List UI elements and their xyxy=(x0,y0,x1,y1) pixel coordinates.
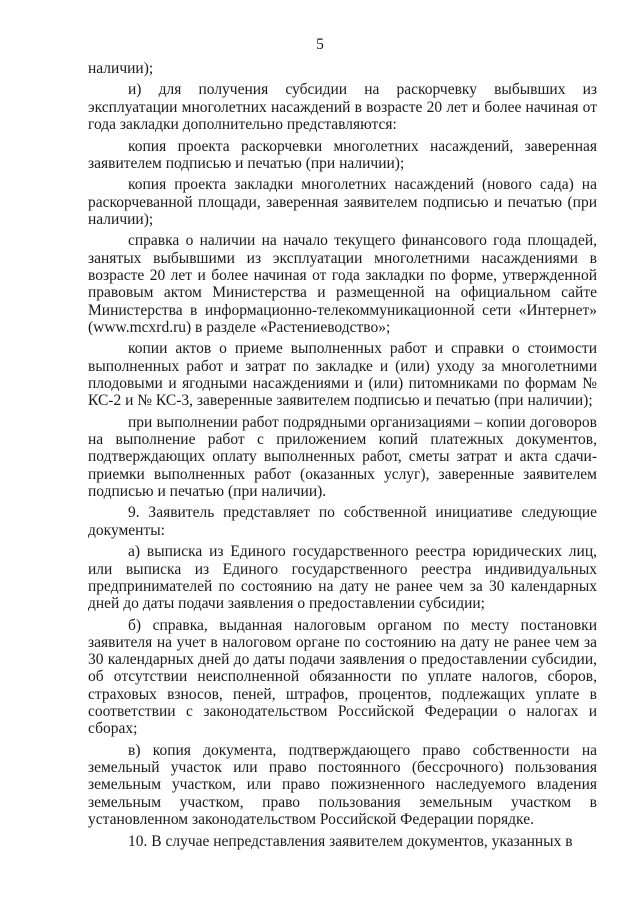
paragraph: копия проекта закладки многолетних насаждений (нового сада) на раскорчеванной площади, заверенная заявителем подписью и печатью (при наличии); xyxy=(88,176,597,228)
paragraph: 9. Заявитель представляет по собственной инициативе следующие документы: xyxy=(88,504,597,539)
paragraph: а) выписка из Единого государственного реестра юридических лиц, или выписка из Единого государственного реестра индивидуальных предпринимателей по состоянию на дату не ранее чем за 30 календарных дней до даты подачи заявления о предоставлении субсидии; xyxy=(88,543,597,613)
paragraph: при выполнении работ подрядными организациями – копии договоров на выполнение работ с приложением копий платежных документов, подтверждающих оплату выполненных работ, сметы затрат и акта сдачи-приемки выполненных работ (оказанных услуг), заверенные заявителем подписью и печатью (при наличии). xyxy=(88,413,597,500)
paragraph: копии актов о приеме выполненных работ и справки о стоимости выполненных работ и затрат по закладке и (или) уходу за многолетними плодовыми и ягодными насаждениями и (или) питомниками по формам № КС-2 и № КС-3, заверенные заявителем подписью и печатью (при наличии); xyxy=(88,340,597,410)
paragraph: справка о наличии на начало текущего финансового года площадей, занятых выбывшими из эксплуатации многолетними насаждениями в возрасте 20 лет и более начиная от года закладки по форме, утвержденной правовым актом Министерства и размещенной на официальном сайте Министерства в информационно-телекоммуникационной сети «Интернет» (www.mcxrd.ru) в разделе «Растениеводство»; xyxy=(88,232,597,336)
paragraph: 10. В случае непредставления заявителем документов, указанных в xyxy=(128,832,573,850)
paragraph: в) копия документа, подтверждающего право собственности на земельный участок или право постоянного (бессрочного) пользования земельным участком, или право пожизненного наследуемого владения земельным участком, право пользования земельным участком в установленном законодательством Российской Федерации порядке. xyxy=(88,741,597,829)
paragraph: копия проекта раскорчевки многолетних насаждений, заверенная заявителем подписью и печатью (при наличии); xyxy=(88,137,597,172)
page-number: 5 xyxy=(316,36,324,53)
paragraph: наличии); xyxy=(88,60,154,77)
paragraph: б) справка, выданная налоговым органом по месту постановки заявителя на учет в налоговом органе по состоянию на дату не ранее чем за 30 календарных дней до даты подачи заявления о предоставлении субсидии, об отсутствии неисполненной обязанности по уплате налогов, сборов, страховых взносов, пеней, штрафов, процентов, подлежащих уплате в соответствии с законодательством Российской Федерации о налогах и сборах; xyxy=(88,616,597,738)
document-body xyxy=(88,60,597,854)
paragraph: и) для получения субсидии на раскорчевку выбывших из эксплуатации многолетних насаждений в возрасте 20 лет и более начиная от года закладки дополнительно представляются: xyxy=(88,81,597,134)
